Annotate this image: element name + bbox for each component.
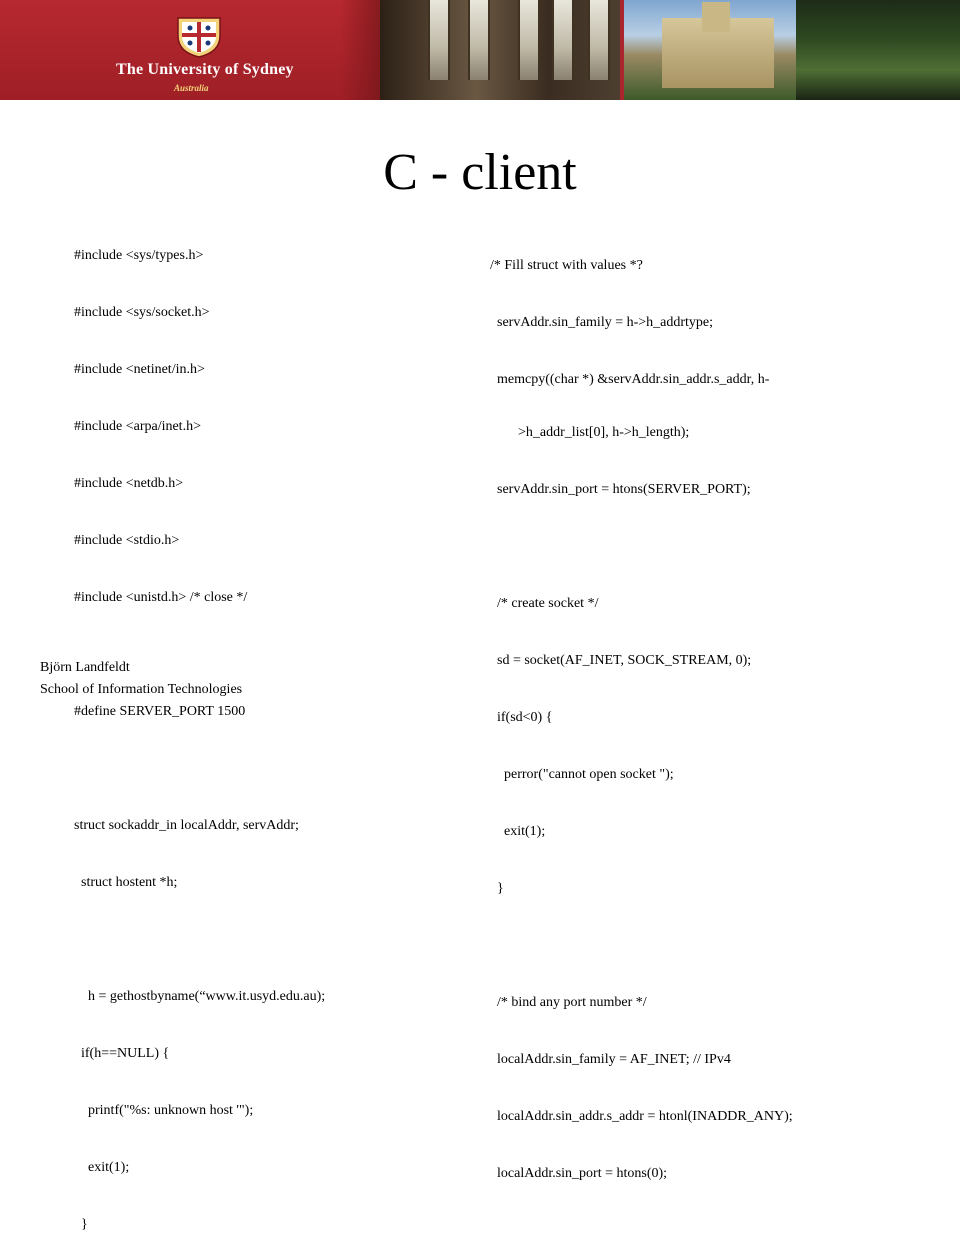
banner-photo-trees bbox=[796, 0, 960, 100]
header-banner bbox=[0, 0, 960, 100]
banner-photo-windows bbox=[380, 0, 620, 100]
code-block-right bbox=[490, 218, 793, 1202]
code-line: if(h==NULL) { bbox=[74, 1046, 170, 1061]
footer-school: School of Information Technologies bbox=[40, 682, 243, 697]
footer-author: Björn Landfeldt bbox=[40, 660, 130, 675]
banner-building-tower bbox=[702, 2, 730, 32]
code-line: #include <stdio.h> bbox=[74, 533, 180, 548]
code-line: #include <unistd.h> /* close */ bbox=[74, 590, 248, 605]
code-line-blank bbox=[74, 930, 325, 949]
code-line: printf("%s: unknown host '"); bbox=[74, 1103, 254, 1118]
university-country: Australia bbox=[174, 83, 209, 93]
code-line: perror("cannot open socket "); bbox=[490, 767, 674, 782]
code-line: if(sd<0) { bbox=[490, 710, 553, 725]
code-line: sd = socket(AF_INET, SOCK_STREAM, 0); bbox=[490, 653, 752, 668]
code-line: memcpy((char *) &servAddr.sin_addr.s_addr, h- bbox=[490, 372, 770, 387]
code-line: #define SERVER_PORT 1500 bbox=[74, 704, 246, 719]
university-name: The University of Sydney bbox=[116, 61, 294, 78]
code-line-blank bbox=[74, 759, 325, 778]
slide-title: C - client bbox=[383, 144, 577, 201]
code-line: #include <netinet/in.h> bbox=[74, 362, 205, 377]
code-block-left bbox=[74, 208, 325, 1253]
code-line: } bbox=[490, 881, 504, 896]
code-line: /* Fill struct with values *? bbox=[490, 258, 643, 273]
code-line: /* bind any port number */ bbox=[490, 995, 647, 1010]
code-line: localAddr.sin_addr.s_addr = htonl(INADDR_ANY); bbox=[490, 1109, 793, 1124]
code-line: localAddr.sin_port = htons(0); bbox=[490, 1166, 668, 1181]
code-line: #include <sys/types.h> bbox=[74, 248, 204, 263]
code-line: #include <sys/socket.h> bbox=[74, 305, 210, 320]
code-line: >h_addr_list[0], h->h_length); bbox=[490, 425, 690, 440]
code-line: servAddr.sin_port = htons(SERVER_PORT); bbox=[490, 482, 751, 497]
code-line: servAddr.sin_family = h->h_addrtype; bbox=[490, 315, 714, 330]
code-line: h = gethostbyname(“www.it.usyd.edu.au); bbox=[74, 989, 326, 1004]
code-line: /* create socket */ bbox=[490, 596, 599, 611]
code-line: #include <arpa/inet.h> bbox=[74, 419, 201, 434]
university-crest-icon bbox=[172, 14, 226, 58]
code-line: struct hostent *h; bbox=[74, 875, 178, 890]
code-line-blank bbox=[490, 936, 793, 955]
code-line: struct sockaddr_in localAddr, servAddr; bbox=[74, 818, 299, 833]
code-line: #include <netdb.h> bbox=[74, 476, 184, 491]
code-line-blank bbox=[490, 537, 793, 556]
code-line: localAddr.sin_family = AF_INET; // IPv4 bbox=[490, 1052, 731, 1067]
code-line: } bbox=[74, 1217, 88, 1232]
code-line: exit(1); bbox=[490, 824, 546, 839]
code-line: exit(1); bbox=[74, 1160, 130, 1175]
